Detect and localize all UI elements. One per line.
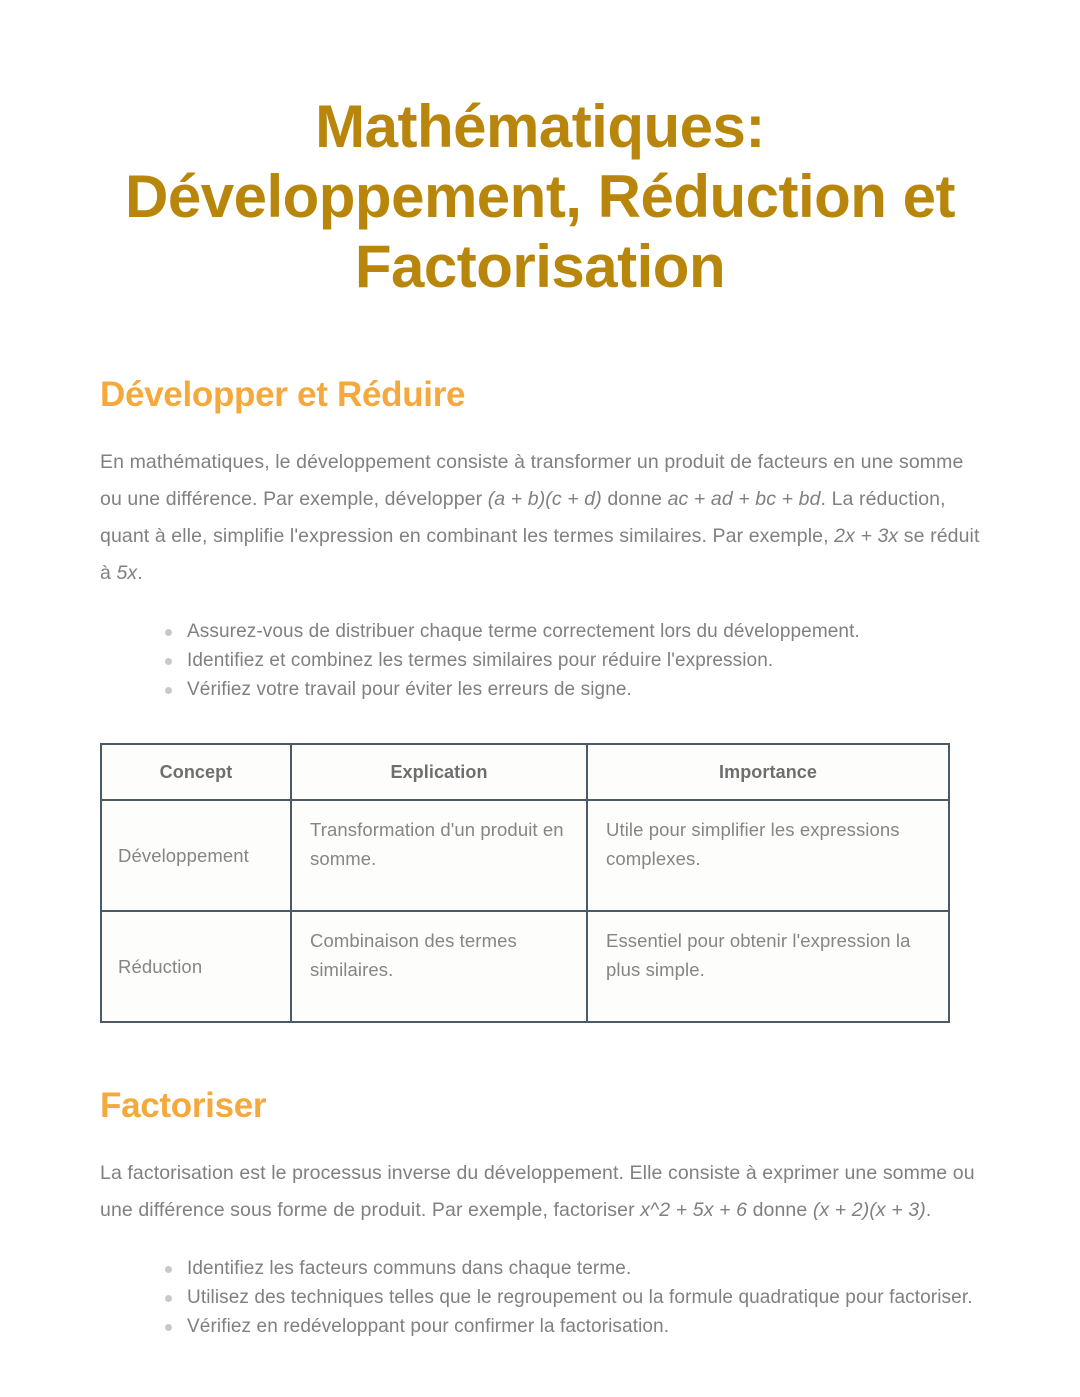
list-item: Vérifiez en redéveloppant pour confirmer la factorisation.	[100, 1313, 980, 1340]
section-factoriser	[100, 1023, 980, 1340]
text-run: donne	[747, 1199, 813, 1221]
section-heading-factoriser: Factoriser	[100, 1086, 267, 1125]
math-expression: 5x	[116, 562, 138, 584]
list-item: Vérifiez votre travail pour éviter les erreurs de signe.	[100, 676, 980, 703]
page-title-line-3: Factorisation	[354, 233, 726, 300]
page-title-line-2: Développement, Réduction et	[125, 163, 955, 230]
list-item: Identifiez les facteurs communs dans chaque terme.	[100, 1255, 980, 1282]
math-expression: ac + ad + bc + bd	[667, 488, 821, 510]
text-run: En mathématiques, le développement consiste à transformer un produit de facteurs en une somme ou une différence. Par exemple, développer	[100, 451, 964, 510]
table-row	[101, 911, 949, 1022]
concept-table	[100, 743, 950, 1023]
math-expression: x^2 + 5x + 6	[640, 1199, 748, 1221]
text-run: La factorisation est le processus inverse du développement. Elle consiste à exprimer une somme ou une différence sous forme de produit. Par exemple, factoriser	[100, 1162, 975, 1221]
table-cell-explication: Combinaison des termes similaires.	[291, 911, 587, 1022]
math-expression: 2x + 3x	[834, 525, 899, 547]
text-run: . La réduction, quant à elle, simplifie l'expression en combinant les termes similaires. Par exemple,	[100, 488, 946, 547]
table-cell-explication: Transformation d'un produit en somme.	[291, 800, 587, 911]
column-header-importance: Importance	[587, 744, 949, 800]
math-expression: (x + 2)(x + 3)	[812, 1199, 926, 1221]
column-header-concept: Concept	[101, 744, 291, 800]
text-run: donne	[601, 488, 668, 510]
section-heading-developper-et-reduire: Développer et Réduire	[100, 375, 466, 414]
bullet-list-developper-et-reduire	[100, 592, 980, 703]
list-item: Utilisez des techniques telles que le regroupement ou la formule quadratique pour factoriser.	[100, 1284, 980, 1311]
table-cell-importance: Utile pour simplifier les expressions complexes.	[587, 800, 949, 911]
list-item: Identifiez et combinez les termes similaires pour réduire l'expression.	[100, 647, 980, 674]
text-run: se réduit à	[100, 525, 980, 584]
section-paragraph-developper-et-reduire	[100, 416, 980, 592]
table-cell-concept: Réduction	[101, 911, 291, 1022]
section-developper-et-reduire	[100, 302, 980, 1023]
table-header-row	[101, 744, 949, 800]
table-row	[101, 800, 949, 911]
concept-table-wrapper	[100, 705, 980, 1023]
table-cell-concept: Développement	[101, 800, 291, 911]
table-cell-importance: Essentiel pour obtenir l'expression la plus simple.	[587, 911, 949, 1022]
text-run: .	[925, 1199, 932, 1221]
section-paragraph-factoriser	[100, 1127, 980, 1229]
bullet-list-factoriser	[100, 1229, 980, 1340]
column-header-explication: Explication	[291, 744, 587, 800]
math-expression: (a + b)(c + d)	[487, 488, 602, 510]
page-title	[100, 0, 980, 302]
page-title-line-1: Mathématiques:	[315, 93, 765, 160]
text-run: .	[137, 562, 143, 584]
list-item: Assurez-vous de distribuer chaque terme correctement lors du développement.	[100, 618, 980, 645]
